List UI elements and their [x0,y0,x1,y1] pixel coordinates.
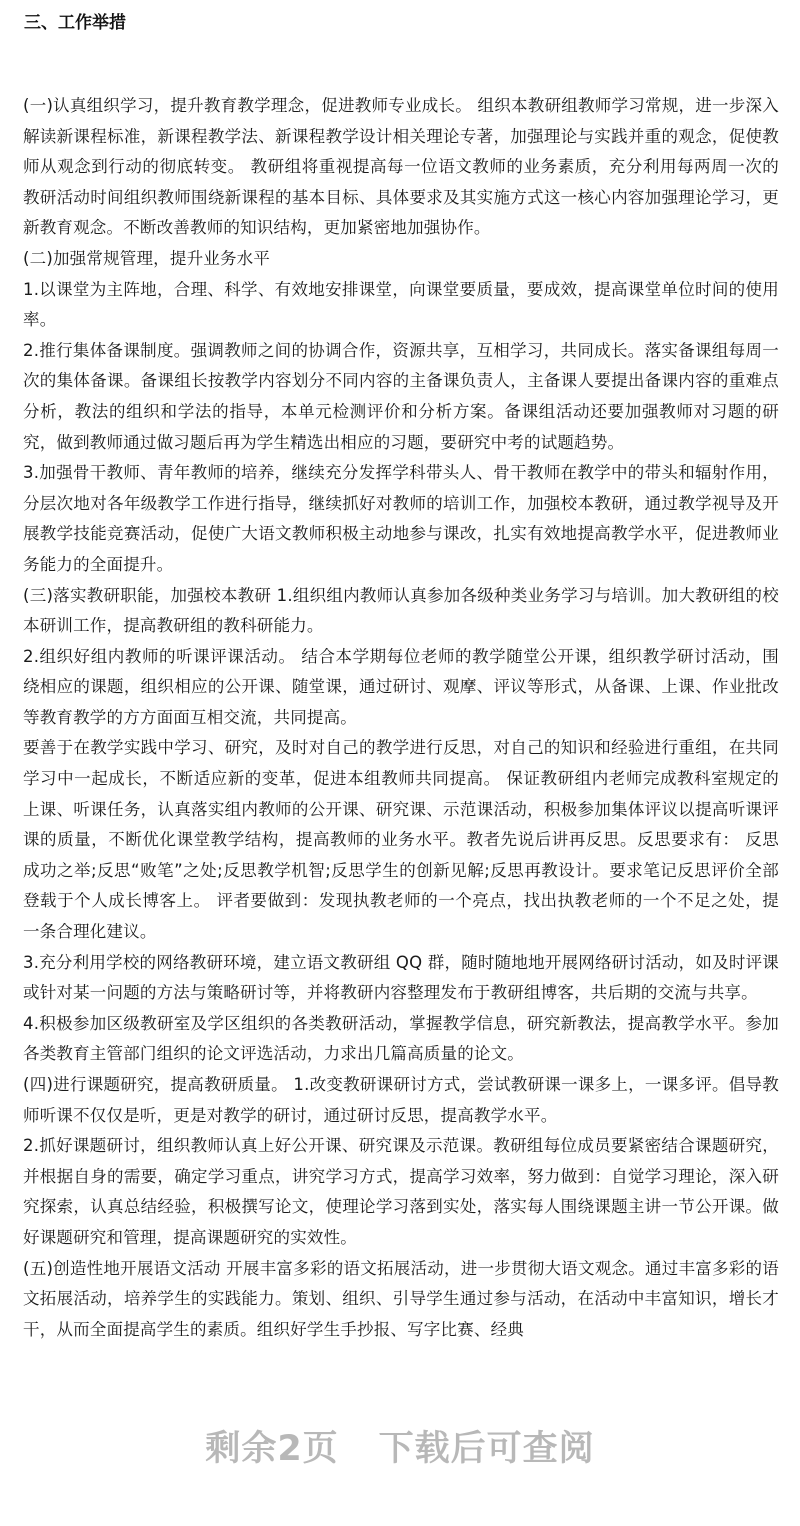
paragraph-5: 3.加强骨干教师、青年教师的培养，继续充分发挥学科带头人、骨干教师在教学中的带头和辐射作用，分层次地对各年级教学工作进行指导，继续抓好对教师的培训工作，加强校本教研，通过教学视导及开展教学技能竞赛活动，促使广大语文教师积极主动地参与课改，扎实有效地提高教学水平，促进教师业务能力的全面提升。 [23,463,779,574]
paragraph-12: 2.抓好课题研讨，组织教师认真上好公开课、研究课及示范课。教研组每位成员要紧密结合课题研究，并根据自身的需要，确定学习重点，讲究学习方式，提高学习效率，努力做到：自觉学习理论，深入研究探索，认真总结经验，积极撰写论文，使理论学习落到实处，落实每人围绕课题主讲一节公开课。做好课题研究和管理，提高课题研究的实效性。 [23,1136,779,1247]
remaining-pages-label: 剩余2页 [205,1429,339,1469]
paragraph-1: (一)认真组织学习，提升教育教学理念，促进教师专业成长。 组织本教研组教师学习常规，进一步深入解读新课程标准，新课程教学法、新课程教学设计相关理论专著，加强理论与实践并重的观念，促使教师从观念到行动的彻底转变。 教研组将重视提高每一位语文教师的业务素质，充分利用每两周一次的教研活动时间组织教师围绕新课程的基本目标、具体要求及其实施方式这一核心内容加强理论学习，更新教育观念。不断改善教师的知识结构，更加紧密地加强协作。 [23,96,779,238]
paragraph-4: 2.推行集体备课制度。强调教师之间的协调合作，资源共享，互相学习，共同成长。落实备课组每周一次的集体备课。备课组长按教学内容划分不同内容的主备课负责人，主备课人要提出备课内容的重难点分析，教法的组织和学法的指导，本单元检测评价和分析方案。备课组活动还要加强教师对习题的研究，做到教师通过做习题后再为学生精选出相应的习题，要研究中考的试题趋势。 [23,340,779,452]
paragraph-13: (五)创造性地开展语文活动 开展丰富多彩的语文拓展活动，进一步贯彻大语文观念。通过丰富多彩的语文拓展活动，培养学生的实践能力。策划、组织、引导学生通过参与活动，在活动中丰富知识，增长才干，从而全面提高学生的素质。组织好学生手抄报、写字比赛、经典 [23,1258,779,1339]
document-body [23,91,779,1345]
paragraph-3: 1.以课堂为主阵地，合理、科学、有效地安排课堂，向课堂要质量，要成效，提高课堂单位时间的使用率。 [23,279,779,330]
paragraph-2: (二)加强常规管理，提升业务水平 [23,248,271,268]
download-prompt-label: 下载后可查阅 [378,1429,595,1469]
paragraph-8: 要善于在教学实践中学习、研究，及时对自己的教学进行反思，对自己的知识和经验进行重组，在共同学习中一起成长，不断适应新的变革，促进本组教师共同提高。 保证教研组内老师完成教科室规定的上课、听课任务，认真落实组内教师的公开课、研究课、示范课活动，积极参加集体评议以提高听课评课的质量，不断优化课堂教学结构，提高教师的业务水平。教者先说后讲再反思。反思要求有： 反思成功之举;反思“败笔”之处;反思教学机智;反思学生的创新见解;反思再教设计。要求笔记反思评价全部登载于个人成长博客上。 评者要做到：发现执教老师的一个亮点，找出执教老师的一个不足之处，提一条合理化建议。 [23,738,779,942]
download-banner[interactable] [0,1424,800,1474]
paragraph-10: 4.积极参加区级教研室及学区组织的各类教研活动，掌握教学信息，研究新教法，提高教学水平。参加各类教育主管部门组织的论文评选活动，力求出几篇高质量的论文。 [23,1013,779,1064]
paragraph-6: (三)落实教研职能，加强校本教研 1.组织组内教师认真参加各级种类业务学习与培训。加大教研组的校本研训工作，提高教研组的教科研能力。 [23,585,779,636]
paragraph-9: 3.充分利用学校的网络教研环境，建立语文教研组 QQ 群，随时随地地开展网络研讨活动，如及时评课或针对某一问题的方法与策略研讨等，并将教研内容整理发布于教研组博客，共后期的交流与共享。 [23,952,779,1003]
paragraph-7: 2.组织好组内教师的听课评课活动。 结合本学期每位老师的教学随堂公开课，组织教学研讨活动，围绕相应的课题，组织相应的公开课、随堂课，通过研讨、观摩、评议等形式，从备课、上课、作业批改等教育教学的方方面面互相交流，共同提高。 [23,646,779,727]
paragraph-11: (四)进行课题研究，提高教研质量。 1.改变教研课研讨方式，尝试教研课一课多上，一课多评。倡导教师听课不仅仅是听，更是对教学的研讨，通过研讨反思，提高教学水平。 [23,1075,779,1125]
section-heading: 三、工作举措 [24,13,126,33]
